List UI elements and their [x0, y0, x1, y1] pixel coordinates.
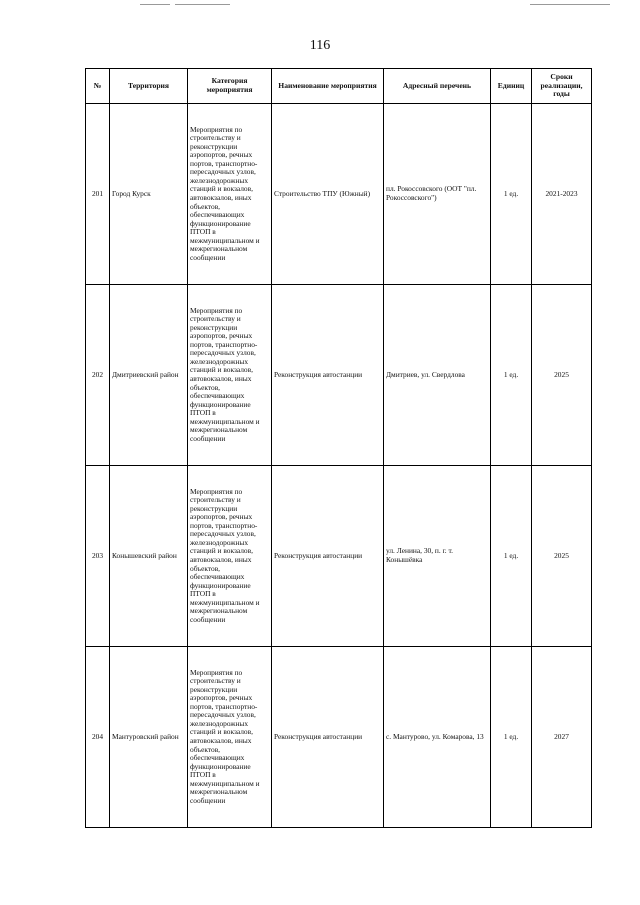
- header-term: Сроки реализации, годы: [532, 69, 592, 104]
- cell-term: 2025: [532, 466, 592, 647]
- cell-unit: 1 ед.: [491, 285, 532, 466]
- cell-unit: 1 ед.: [491, 466, 532, 647]
- cell-category: Мероприятия по строительству и реконструкции аэропортов, речных портов, транспортно-пересадочных узлов, железнодорожных станций и вокзалов, автовокзалов, иных объектов, обеспечивающих функционирование ПТОП в межмуниципальном и межрегиональном сообщении: [188, 647, 272, 828]
- cell-territory: Дмитриевский район: [110, 285, 188, 466]
- header-category: Категория мероприятия: [188, 69, 272, 104]
- cell-territory: Город Курск: [110, 104, 188, 285]
- cell-territory: Конышевский район: [110, 466, 188, 647]
- cell-category: Мероприятия по строительству и реконструкции аэропортов, речных портов, транспортно-пересадочных узлов, железнодорожных станций и вокзалов, автовокзалов, иных объектов, обеспечивающих функционирование ПТОП в межмуниципальном и межрегиональном сообщении: [188, 104, 272, 285]
- header-name: Наименование мероприятия: [272, 69, 384, 104]
- cell-term: 2027: [532, 647, 592, 828]
- header-address: Адресный перечень: [384, 69, 491, 104]
- table-row: [86, 647, 592, 828]
- cell-address: пл. Рокоссовского (ООТ "пл. Рокоссовского"): [384, 104, 491, 285]
- cell-name: Строительство ТПУ (Южный): [272, 104, 384, 285]
- page-number: 116: [309, 38, 331, 53]
- cell-address: ул. Ленина, 30, п. г. т. Конышёвка: [384, 466, 491, 647]
- cell-unit: 1 ед.: [491, 647, 532, 828]
- header-unit: Единиц: [491, 69, 532, 104]
- cell-category: Мероприятия по строительству и реконструкции аэропортов, речных портов, транспортно-пересадочных узлов, железнодорожных станций и вокзалов, автовокзалов, иных объектов, обеспечивающих функционирование ПТОП в межмуниципальном и межрегиональном сообщении: [188, 285, 272, 466]
- cell-num: 204: [86, 647, 110, 828]
- cell-num: 201: [86, 104, 110, 285]
- cell-unit: 1 ед.: [491, 104, 532, 285]
- cell-name: Реконструкция автостанции: [272, 285, 384, 466]
- cell-name: Реконструкция автостанции: [272, 466, 384, 647]
- table-header-row: [86, 69, 592, 104]
- cell-address: с. Мантурово, ул. Комарова, 13: [384, 647, 491, 828]
- table-row: [86, 104, 592, 285]
- cell-term: 2021-2023: [532, 104, 592, 285]
- cell-address: Дмитриев, ул. Свердлова: [384, 285, 491, 466]
- table-row: [86, 285, 592, 466]
- cell-name: Реконструкция автостанции: [272, 647, 384, 828]
- cell-term: 2025: [532, 285, 592, 466]
- activities-table: [85, 68, 592, 828]
- scan-artifacts: [60, 2, 620, 8]
- cell-territory: Мантуровский район: [110, 647, 188, 828]
- header-territory: Территория: [110, 69, 188, 104]
- header-num: №: [86, 69, 110, 104]
- cell-num: 203: [86, 466, 110, 647]
- table-row: [86, 466, 592, 647]
- cell-category: Мероприятия по строительству и реконструкции аэропортов, речных портов, транспортно-пересадочных узлов, железнодорожных станций и вокзалов, автовокзалов, иных объектов, обеспечивающих функционирование ПТОП в межмуниципальном и межрегиональном сообщении: [188, 466, 272, 647]
- cell-num: 202: [86, 285, 110, 466]
